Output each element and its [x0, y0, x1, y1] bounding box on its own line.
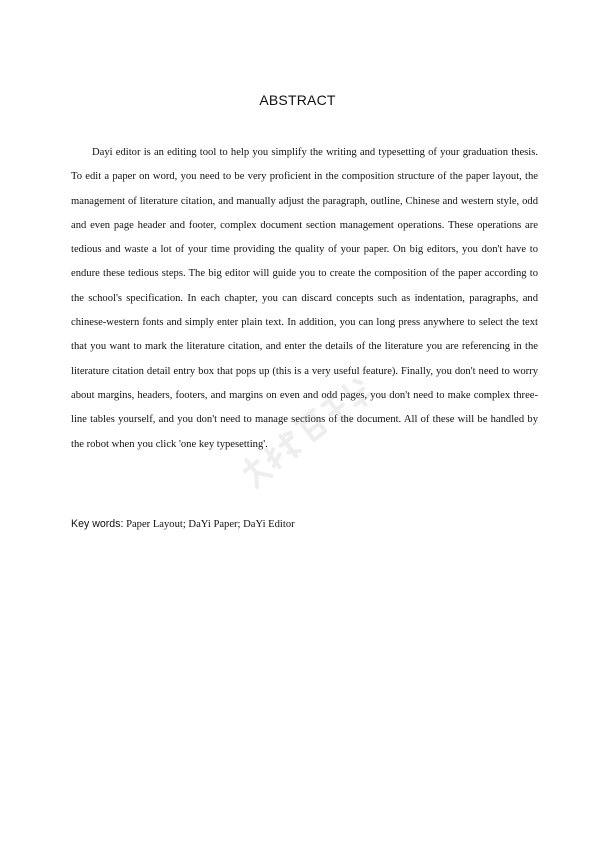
abstract-paragraph: Dayi editor is an editing tool to help you simplify the writing and typesetting of your graduation thesis. To edit a paper on word, you need to be very proficient in the composition structure of the paper layout, the management of literature citation, and manually adjust the paragraph, outline, Chinese and western style, odd and even page header and footer, complex document section management operations. These operations are tedious and waste a lot of your time providing the quality of your paper. On big editors, you don't have to endure these tedious steps. The big editor will guide you to create the composition of the paper according to the school's specification. In each chapter, you can discard concepts such as indentation, paragraphs, and chinese-western fonts and simply enter plain text. In addition, you can long press anywhere to select the text that you want to mark the literature citation, and enter the details of the literature you are referencing in the literature citation detail entry box that pops up (this is a very useful feature). Finally, you don't need to worry about margins, headers, footers, and margins on even and odd pages, you don't need to make complex three-line tables yourself, and you don't need to manage sections of the document. All of these will be handled by the robot when you click 'one key typesetting'. — [71, 147, 538, 450]
keywords-line — [71, 518, 538, 530]
page-title: ABSTRACT — [259, 92, 336, 108]
keywords-label: Key words: — [71, 518, 124, 530]
keywords-values: Paper Layout; DaYi Paper; DaYi Editor — [126, 519, 295, 530]
